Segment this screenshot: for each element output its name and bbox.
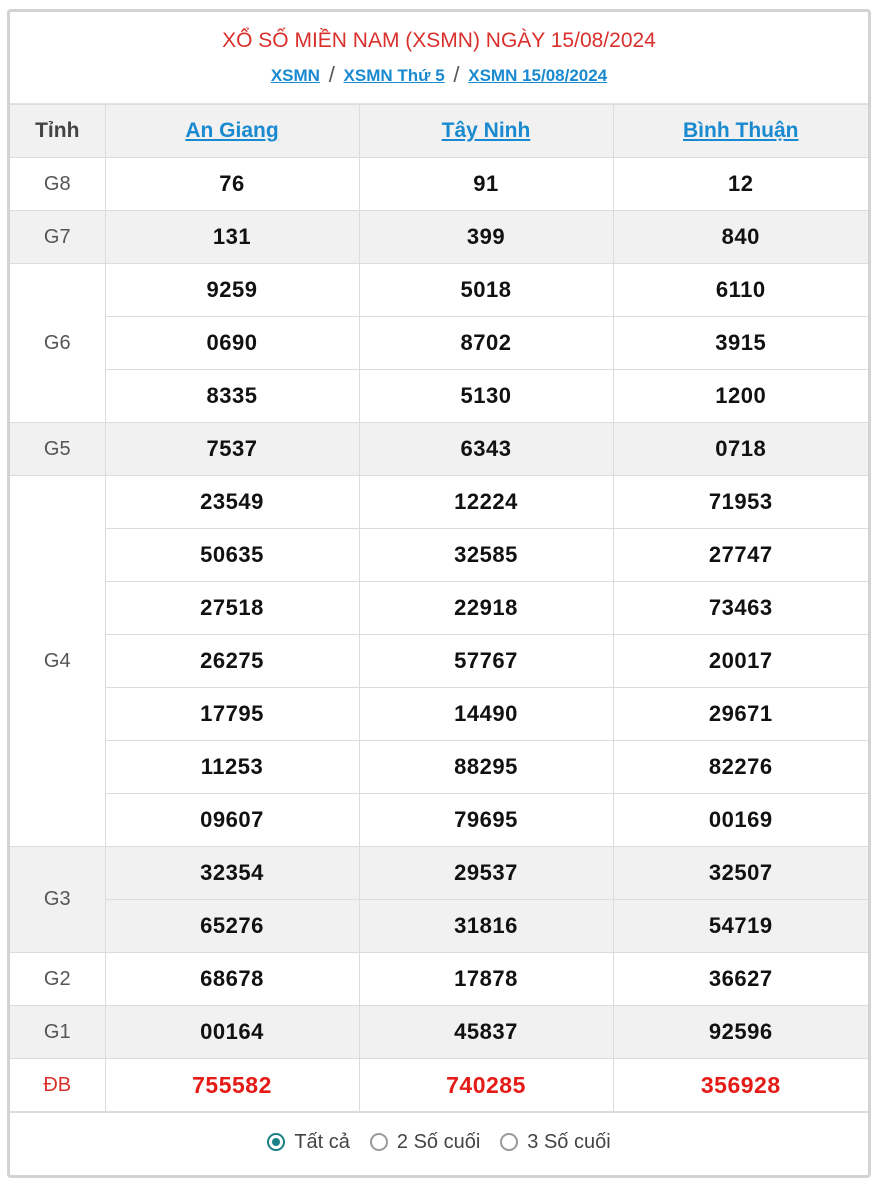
- special-prize-number: 755582: [105, 1059, 359, 1112]
- prize-number: 17878: [359, 953, 613, 1006]
- table-row: [10, 794, 868, 847]
- province-link-an-giang[interactable]: An Giang: [185, 119, 279, 142]
- prize-number: 0690: [105, 317, 359, 370]
- table-row: [10, 847, 868, 900]
- prize-number: 8702: [359, 317, 613, 370]
- prize-number: 9259: [105, 264, 359, 317]
- prize-label: ĐB: [10, 1059, 105, 1112]
- prize-number: 00164: [105, 1006, 359, 1059]
- prize-number: 71953: [613, 476, 868, 529]
- table-row: [10, 1059, 868, 1112]
- results-body: [10, 158, 868, 1112]
- prize-number: 399: [359, 211, 613, 264]
- prize-number: 12: [613, 158, 868, 211]
- filter-option-last-2[interactable]: [370, 1131, 480, 1154]
- prize-number: 7537: [105, 423, 359, 476]
- prize-label: G3: [10, 847, 105, 953]
- prize-label: G6: [10, 264, 105, 423]
- table-row: [10, 688, 868, 741]
- prize-number: 73463: [613, 582, 868, 635]
- prize-number: 8335: [105, 370, 359, 423]
- prize-number: 31816: [359, 900, 613, 953]
- breadcrumb-separator: /: [328, 62, 335, 87]
- table-row: [10, 635, 868, 688]
- table-header-row: [10, 105, 868, 158]
- prize-number: 11253: [105, 741, 359, 794]
- prize-number: 68678: [105, 953, 359, 1006]
- breadcrumb-xsmn-link[interactable]: XSMN: [270, 66, 320, 85]
- prize-number: 27518: [105, 582, 359, 635]
- table-row: [10, 211, 868, 264]
- radio-button[interactable]: [267, 1133, 285, 1151]
- table-row: [10, 317, 868, 370]
- prize-number: 29671: [613, 688, 868, 741]
- prize-number: 20017: [613, 635, 868, 688]
- prize-number: 92596: [613, 1006, 868, 1059]
- prize-number: 12224: [359, 476, 613, 529]
- table-row: [10, 370, 868, 423]
- prize-number: 82276: [613, 741, 868, 794]
- prize-label: G2: [10, 953, 105, 1006]
- prize-label: G4: [10, 476, 105, 847]
- prize-number: 32507: [613, 847, 868, 900]
- table-row: [10, 264, 868, 317]
- prize-number: 57767: [359, 635, 613, 688]
- prize-number: 840: [613, 211, 868, 264]
- breadcrumb-separator: /: [453, 62, 460, 87]
- table-row: [10, 529, 868, 582]
- special-prize-number: 356928: [613, 1059, 868, 1112]
- table-row: [10, 582, 868, 635]
- prize-number: 91: [359, 158, 613, 211]
- prize-number: 36627: [613, 953, 868, 1006]
- prize-number: 45837: [359, 1006, 613, 1059]
- table-row: [10, 158, 868, 211]
- table-row: [10, 741, 868, 794]
- prize-number: 29537: [359, 847, 613, 900]
- prize-number: 23549: [105, 476, 359, 529]
- prize-number: 09607: [105, 794, 359, 847]
- filter-option-label: 2 Số cuối: [396, 1130, 481, 1153]
- province-column-header: Tỉnh: [10, 105, 105, 158]
- table-row: [10, 1006, 868, 1059]
- prize-number: 32354: [105, 847, 359, 900]
- prize-number: 14490: [359, 688, 613, 741]
- table-row: [10, 423, 868, 476]
- prize-number: 6343: [359, 423, 613, 476]
- prize-number: 76: [105, 158, 359, 211]
- prize-number: 1200: [613, 370, 868, 423]
- radio-button[interactable]: [370, 1133, 388, 1151]
- filter-option-all[interactable]: [267, 1131, 350, 1154]
- results-panel: [7, 9, 871, 1178]
- prize-number: 22918: [359, 582, 613, 635]
- prize-number: 3915: [613, 317, 868, 370]
- filter-option-last-3[interactable]: [500, 1131, 610, 1154]
- prize-number: 88295: [359, 741, 613, 794]
- special-prize-number: 740285: [359, 1059, 613, 1112]
- prize-number: 131: [105, 211, 359, 264]
- prize-number: 27747: [613, 529, 868, 582]
- prize-label: G5: [10, 423, 105, 476]
- filter-option-label: Tất cả: [294, 1130, 350, 1153]
- table-row: [10, 953, 868, 1006]
- prize-number: 54719: [613, 900, 868, 953]
- prize-number: 26275: [105, 635, 359, 688]
- prize-number: 50635: [105, 529, 359, 582]
- prize-number: 65276: [105, 900, 359, 953]
- prize-number: 5018: [359, 264, 613, 317]
- province-link-tay-ninh[interactable]: Tây Ninh: [441, 119, 531, 142]
- prize-number: 6110: [613, 264, 868, 317]
- prize-number: 17795: [105, 688, 359, 741]
- prize-number: 32585: [359, 529, 613, 582]
- table-row: [10, 900, 868, 953]
- prize-number: 5130: [359, 370, 613, 423]
- breadcrumb: [10, 62, 868, 88]
- prize-label: G8: [10, 158, 105, 211]
- breadcrumb-weekday-link[interactable]: XSMN Thứ 5: [343, 66, 445, 85]
- prize-number: 79695: [359, 794, 613, 847]
- panel-header: [10, 12, 868, 104]
- radio-button[interactable]: [500, 1133, 518, 1151]
- prize-label: G7: [10, 211, 105, 264]
- prize-number: 00169: [613, 794, 868, 847]
- prize-label: G1: [10, 1006, 105, 1059]
- province-link-binh-thuan[interactable]: Bình Thuận: [683, 119, 799, 142]
- prize-number: 0718: [613, 423, 868, 476]
- table-row: [10, 476, 868, 529]
- results-table: [10, 104, 868, 1112]
- filter-option-label: 3 Số cuối: [527, 1130, 611, 1153]
- page-title: XỔ SỐ MIỀN NAM (XSMN) NGÀY 15/08/2024: [222, 29, 656, 52]
- digit-filter: [10, 1112, 868, 1171]
- breadcrumb-date-link[interactable]: XSMN 15/08/2024: [468, 66, 608, 85]
